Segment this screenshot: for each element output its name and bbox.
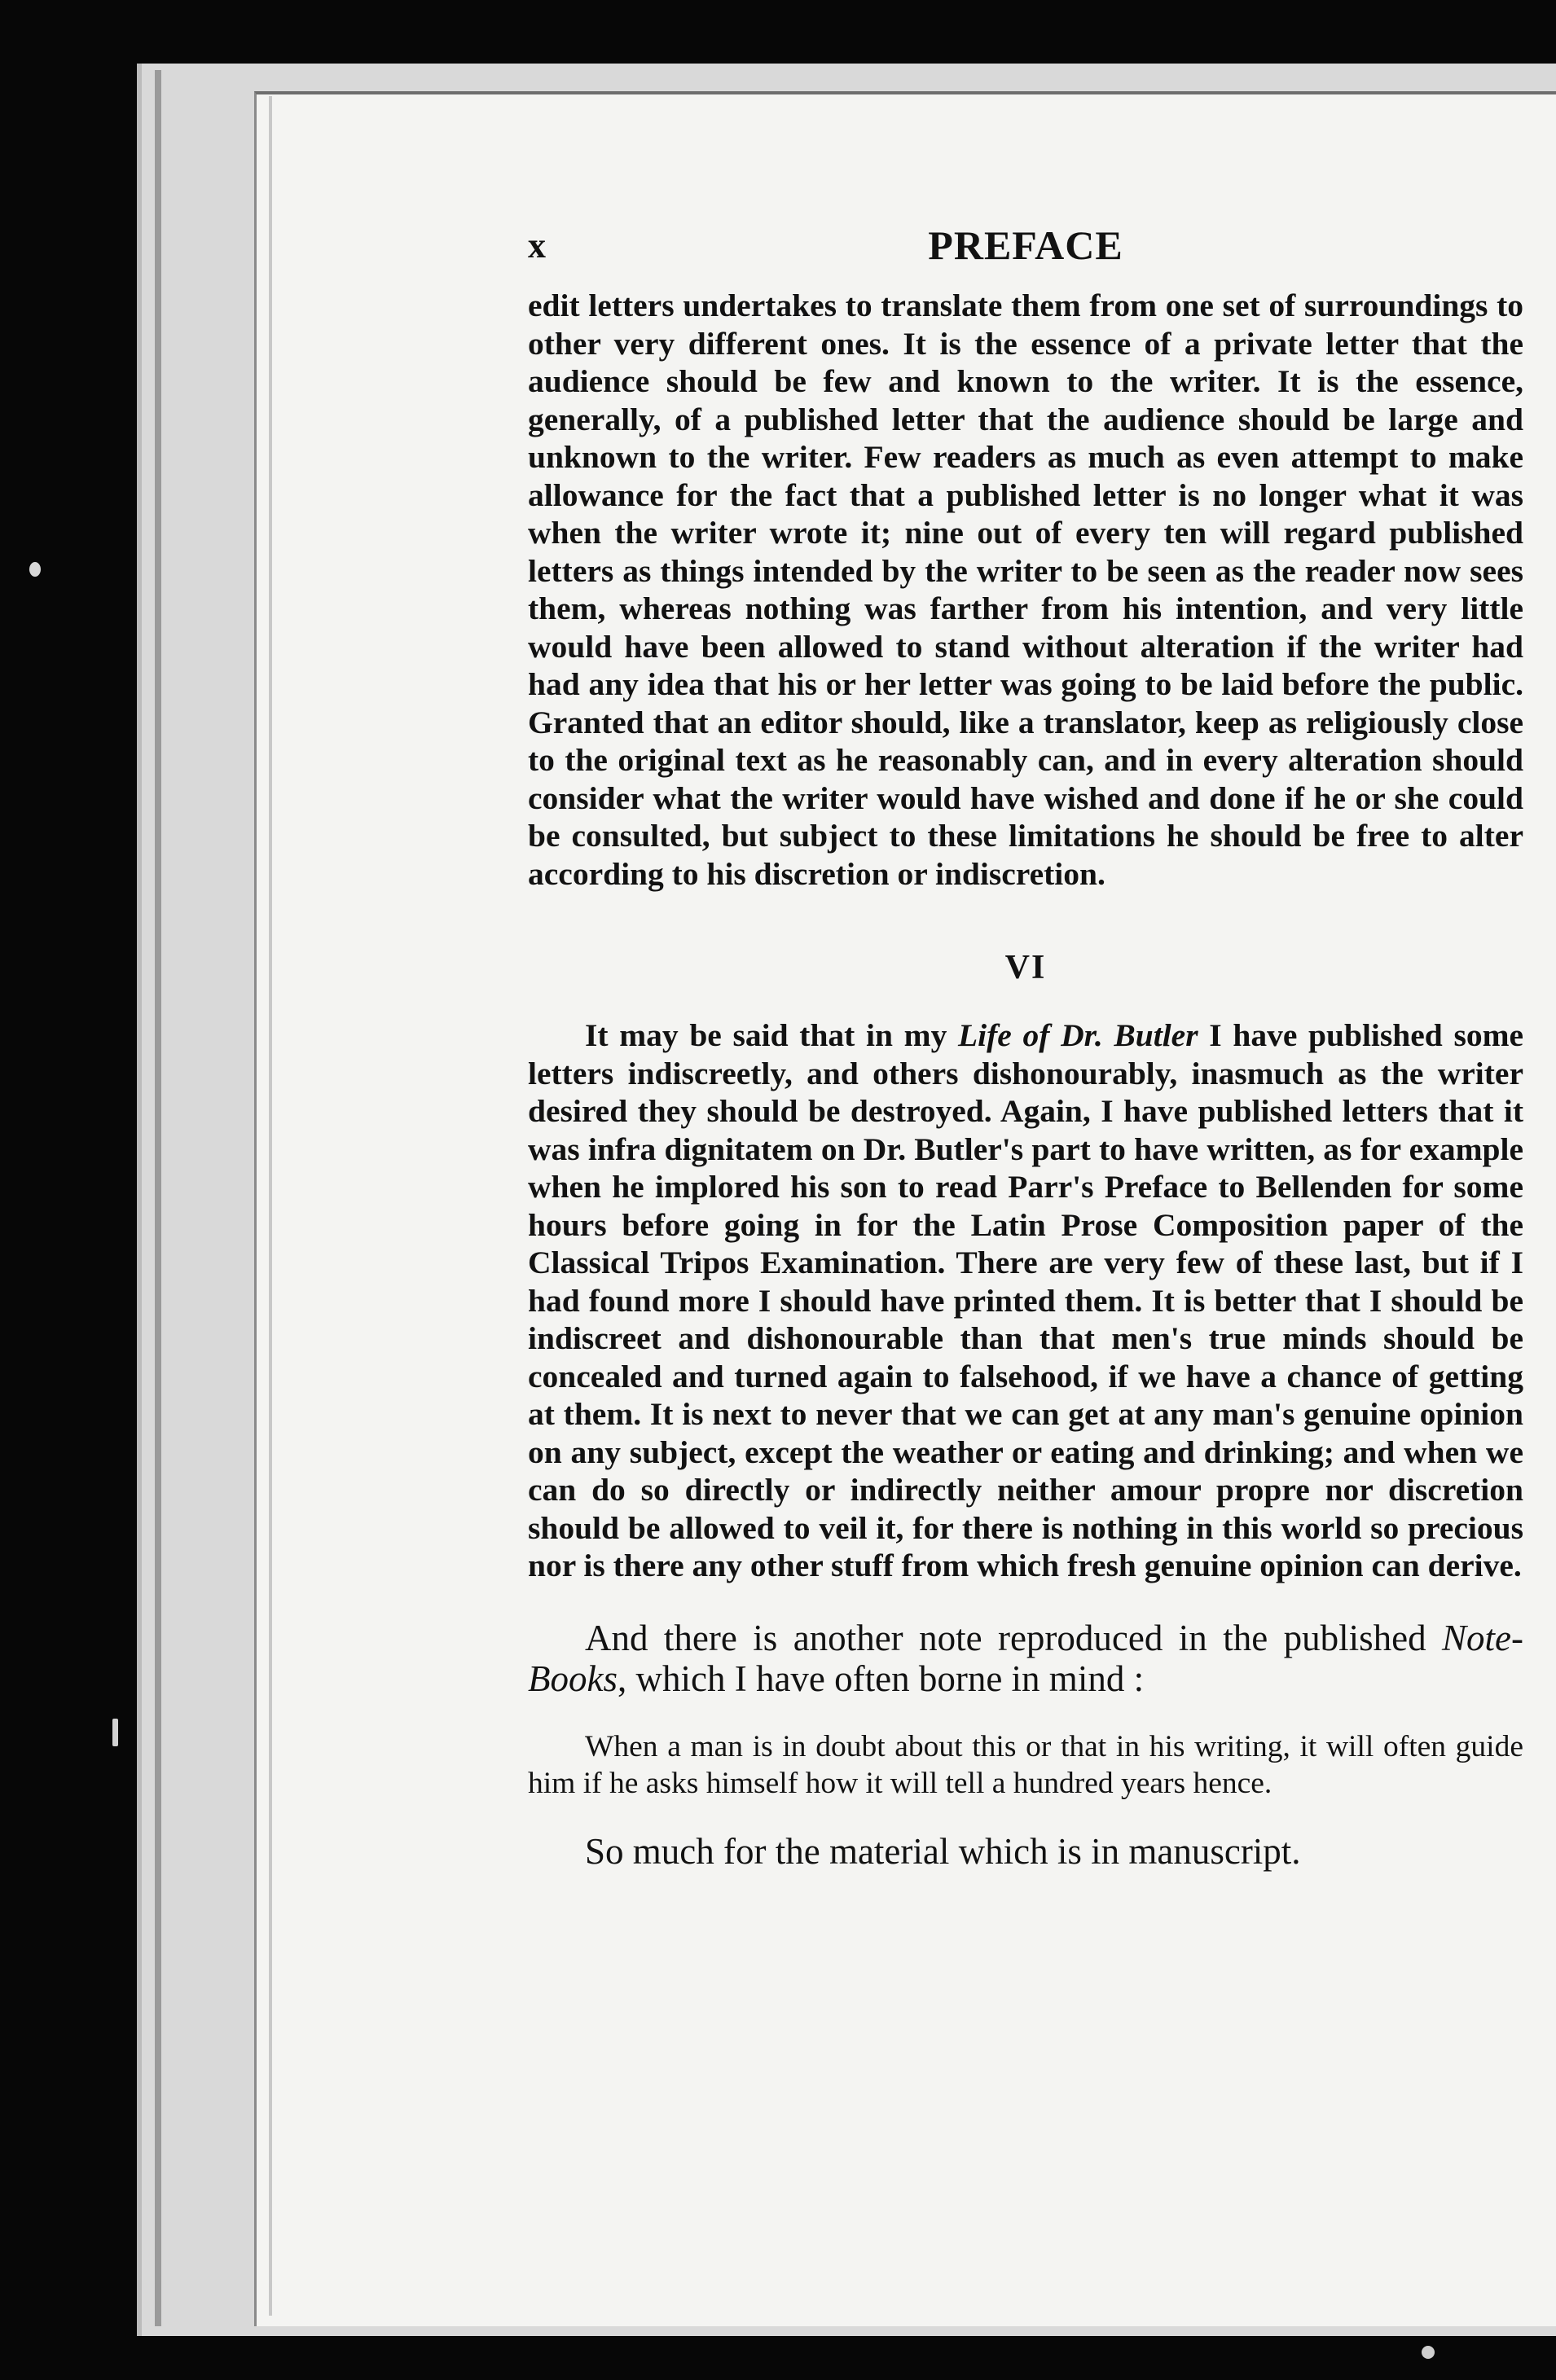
text-run: It may be said that in my (585, 1017, 959, 1053)
dust-speck (1422, 2346, 1435, 2359)
text-run: I have published some letters indiscreetly, and others dishonourably, inasmuch as the writer desired they should be destroyed. Again, I have published letters that it was infra dignitatem on Dr. Butler's part to have written, as for example when he implored his son to read Parr's Preface to Bellenden for some hours before going in for the Latin Prose Composition paper of the Classical Tripos Examination. There are very few of these last, but if I had found more I should have printed them. It is better that I should be indiscreet and dishonourable than that men's true minds should be concealed and turned again to falsehood, if we have a chance of getting at them. It is next to never that we can get at any man's genuine opinion on any subject, except the weather or eating and drinking; and when we can do so directly or indirectly neither amour propre nor discretion should be allowed to veil it, for there is nothing in this world so precious nor is there any other stuff from which fresh genuine opinion can derive. (528, 1017, 1523, 1583)
text-run: And there is another note reproduced in the published (585, 1617, 1443, 1658)
running-head: PREFACE (928, 222, 1123, 268)
paragraph-editing-letters: edit letters undertakes to translate them from one set of surroundings to other very different ones. It is the essence of a private letter that the audience should be few and known to the writer. It is the essence, generally, of a published letter that the audience should be large and unknown to the writer. Few readers as much as even attempt to make allowance for the fact that a published letter is no longer what it was when the writer wrote it; nine out of every ten will regard published letters as things intended by the writer to be seen as the reader now sees them, whereas nothing was farther from his intention, and very little would have been allowed to stand without alteration if the writer had had any idea that his or her letter was going to be laid before the public. Granted that an editor should, like a translator, keep as religiously close to the original text as he reasonably can, and in every alteration should consider what the writer would have wished and done if he or she could be consulted, but subject to these limitations he should be free to alter according to his discretion or indiscretion. (528, 288, 1523, 892)
dust-speck (29, 562, 41, 577)
book-title: Life of Dr. Butler (958, 1017, 1198, 1053)
page-number: x (528, 226, 546, 266)
page-edge-shadow (155, 70, 161, 2326)
book-title: Note-Books (528, 1617, 1523, 1699)
paragraph-closing: So much for the material which is in manuscript. (585, 1830, 1301, 1872)
paragraph-life-of-dr-butler (528, 1017, 1523, 1585)
block-quote: When a man is in doubt about this or that in his writing, it will often guide him if he asks himself how it will tell a hundred years hence. (528, 1729, 1523, 1800)
section-heading: VI (1004, 949, 1047, 986)
page-header (528, 222, 1523, 287)
page-gutter-edge (269, 96, 272, 2316)
paragraph-note-books-intro (528, 1618, 1523, 1699)
text-run: , which I have often borne in mind : (617, 1658, 1145, 1699)
page-content (528, 222, 1523, 1872)
dust-speck (112, 1719, 118, 1746)
